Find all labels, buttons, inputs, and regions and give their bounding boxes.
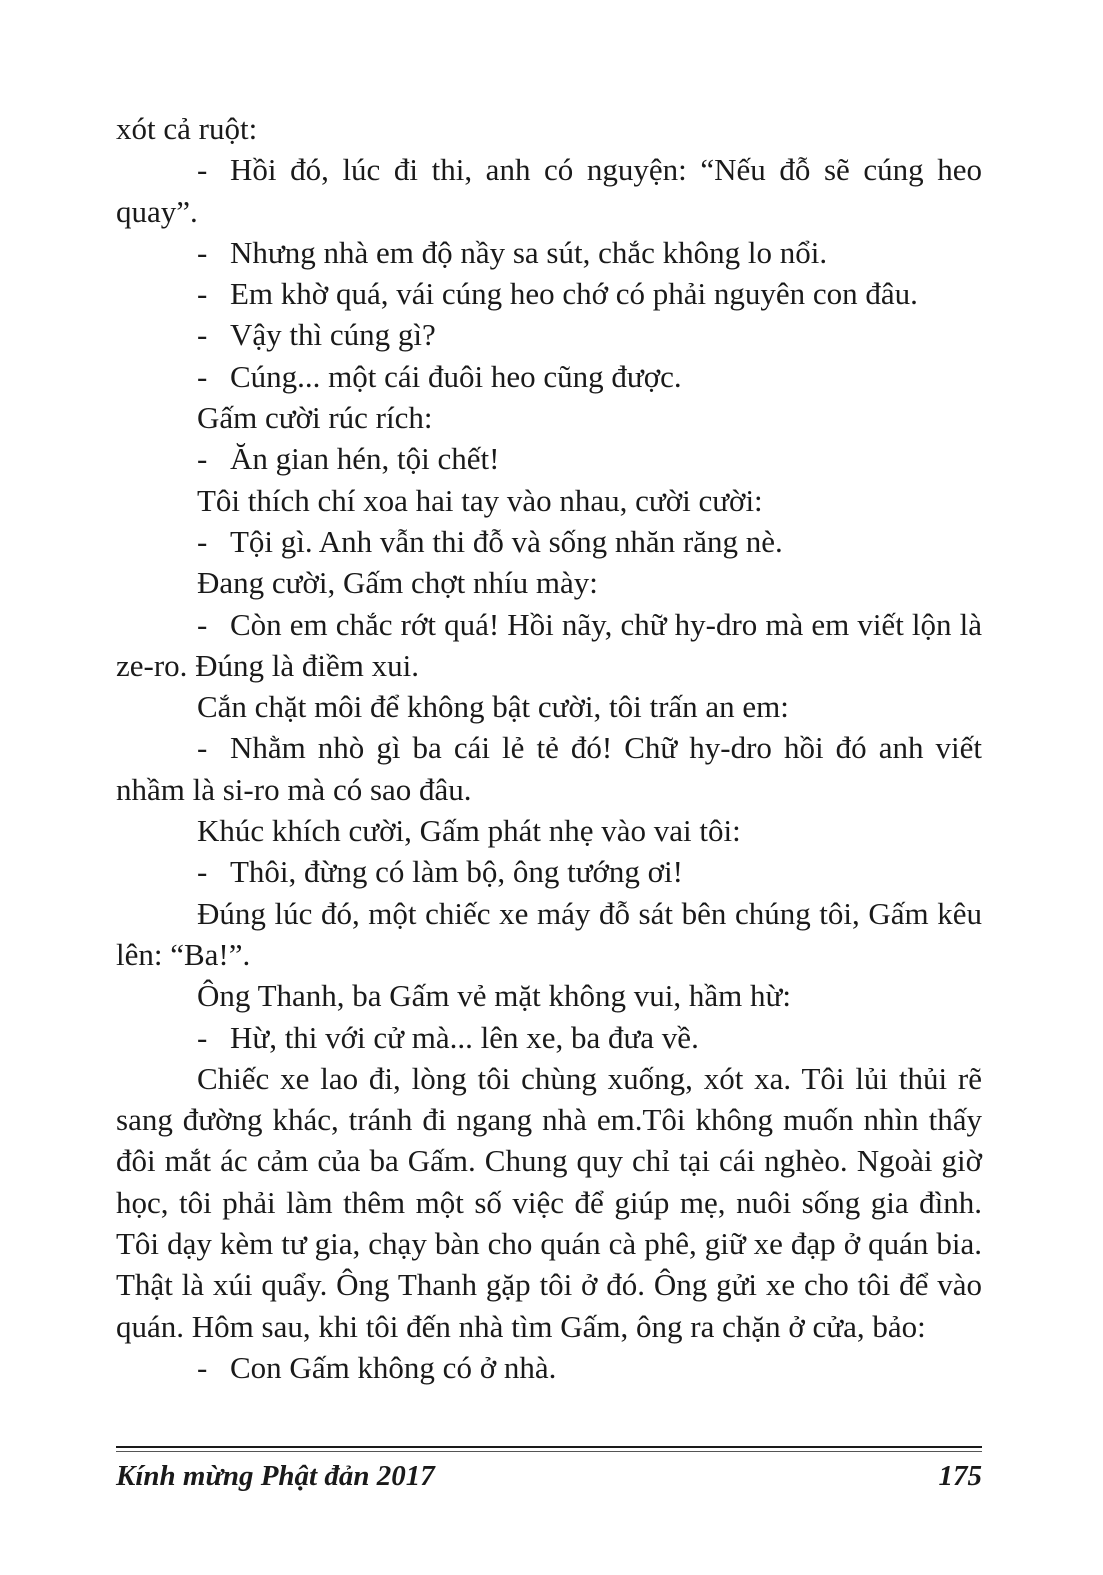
paragraph (116, 975, 982, 1016)
paragraph (116, 893, 982, 976)
paragraph-text: Đúng lúc đó, một chiếc xe máy đỗ sát bên chúng tôi, Gấm kêu lên: “Ba!”. (116, 895, 982, 972)
paragraph (116, 480, 982, 521)
footer-divider (116, 1446, 982, 1448)
paragraph-text: Thôi, đừng có làm bộ, ông tướng ơi! (230, 854, 683, 890)
paragraph-text: Chiếc xe lao đi, lòng tôi chùng xuống, xót xa. Tôi lủi thủi rẽ sang đường khác, tránh đi ngang nhà em.Tôi không muốn nhìn thấy đôi mắt ác cảm của ba Gấm. Chung quy chỉ tại cái nghèo. Ngoài giờ học, tôi phải làm thêm một số việc để giúp mẹ, nuôi sống gia đình. Tôi dạy kèm tư gia, chạy bàn cho quán cà phê, giữ xe đạp ở quán bia. Thật là xúi quẩy. Ông Thanh gặp tôi ở đó. Ông gửi xe cho tôi để vào quán. Hôm sau, khi tôi đến nhà tìm Gấm, ông ra chặn ở cửa, bảo: (116, 1060, 982, 1344)
dialogue-line (116, 1017, 982, 1058)
paragraph-text: xót cả ruột: (116, 111, 258, 146)
dialogue-dash: - (197, 854, 208, 890)
dialogue-dash: - (197, 1349, 208, 1385)
paragraph-text: Hồi đó, lúc đi thi, anh có nguyện: “Nếu đỗ sẽ cúng heo quay”. (116, 152, 982, 229)
dialogue-line (116, 521, 982, 562)
dialogue-line (116, 314, 982, 355)
paragraph-text: Đang cười, Gấm chợt nhíu mày: (197, 565, 598, 601)
paragraph-text: Nhằm nhò gì ba cái lẻ tẻ đó! Chữ hy-dro hồi đó anh viết nhầm là si-ro mà có sao đâu. (116, 730, 982, 807)
page-number: 175 (938, 1460, 982, 1492)
dialogue-line (116, 356, 982, 397)
paragraph (116, 562, 982, 603)
paragraph-text: Khúc khích cười, Gấm phát nhẹ vào vai tôi: (197, 813, 741, 849)
dialogue-dash: - (197, 234, 208, 270)
dialogue-dash: - (197, 1019, 208, 1055)
paragraph-text: Vậy thì cúng gì? (230, 317, 436, 353)
paragraph-text: Ông Thanh, ba Gấm vẻ mặt không vui, hầm hừ: (197, 978, 791, 1014)
dialogue-dash: - (197, 606, 208, 642)
paragraph (116, 397, 982, 438)
dialogue-dash: - (197, 441, 208, 477)
paragraph (116, 108, 982, 149)
paragraph-text: Cúng... một cái đuôi heo cũng được. (230, 358, 682, 394)
paragraph (116, 686, 982, 727)
paragraph (116, 810, 982, 851)
dialogue-dash: - (197, 152, 208, 188)
paragraph-text: Ăn gian hén, tội chết! (230, 441, 500, 477)
paragraph-text: Hừ, thi với cử mà... lên xe, ba đưa về. (230, 1019, 699, 1055)
footer-title: Kính mừng Phật đản 2017 (116, 1460, 435, 1492)
paragraph (116, 1058, 982, 1347)
dialogue-dash: - (197, 276, 208, 312)
paragraph-text: Tôi thích chí xoa hai tay vào nhau, cười cười: (197, 482, 763, 518)
dialogue-line (116, 604, 982, 687)
page-footer (116, 1460, 982, 1500)
dialogue-dash: - (197, 730, 208, 766)
dialogue-line (116, 727, 982, 810)
dialogue-line (116, 273, 982, 314)
footer-divider-thin (116, 1451, 982, 1452)
dialogue-line (116, 851, 982, 892)
paragraph-text: Con Gấm không có ở nhà. (230, 1349, 557, 1385)
dialogue-dash: - (197, 358, 208, 394)
paragraph-text: Gấm cười rúc rích: (197, 400, 433, 436)
paragraph-text: Nhưng nhà em độ nầy sa sút, chắc không lo nổi. (230, 234, 828, 270)
dialogue-line (116, 1347, 982, 1388)
paragraph-text: Còn em chắc rớt quá! Hồi nãy, chữ hy-dro mà em viết lộn là ze-ro. Đúng là điềm xui. (116, 606, 982, 683)
dialogue-line (116, 232, 982, 273)
paragraph-text: Em khờ quá, vái cúng heo chớ có phải nguyên con đâu. (230, 276, 918, 312)
dialogue-line (116, 149, 982, 232)
body-text (116, 108, 982, 1388)
paragraph-text: Cắn chặt môi để không bật cười, tôi trấn an em: (197, 689, 789, 725)
dialogue-line (116, 438, 982, 479)
dialogue-dash: - (197, 523, 208, 559)
paragraph-text: Tội gì. Anh vẫn thi đỗ và sống nhăn răng nè. (230, 523, 783, 559)
dialogue-dash: - (197, 317, 208, 353)
